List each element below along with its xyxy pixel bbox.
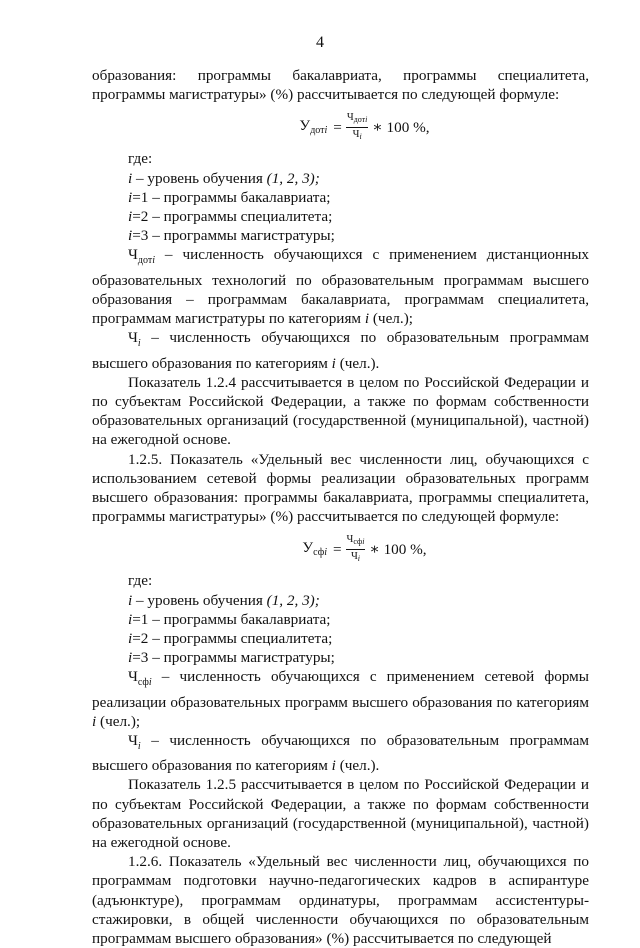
def-i2-2: i=2 – программы специалитета; <box>128 629 333 647</box>
def-ch-total-2: $Ч_i$ – численность обучающихся по образовательным программам высшего образования по категориям i (чел.). <box>92 731 589 775</box>
def-i1-2: i=1 – программы бакалавриата; <box>128 610 331 628</box>
def-ch-total: $Ч_i$ – численность обучающихся по образовательным программам высшего образования по категориям i (чел.). <box>92 329 589 372</box>
page-number: 4 <box>316 34 324 51</box>
formula-sf <box>92 534 589 565</box>
formula-dot-denominator: $Ч_i$ <box>352 129 362 142</box>
formula-sf-equals: = <box>332 541 342 559</box>
formula-sf-numerator: $Ч_{сфi}$ <box>346 534 366 550</box>
where-label: где: <box>128 150 153 168</box>
formula-sf-fraction <box>346 534 366 565</box>
paragraph-125-intro: 1.2.5. Показатель «Удельный вес численности лиц, обучающихся с использованием сетевой формы реализации образовательных программ высшего образования: программы бакалавриата, программы специалитета, программы магистратуры» (%) рассчитывается по следующей формуле: <box>92 450 589 526</box>
where-label-2: где: <box>128 572 153 590</box>
def-level-2: i – уровень обучения (1, 2, 3); <box>128 591 320 609</box>
paragraph-126-intro: 1.2.6. Показатель «Удельный вес численности лиц, обучающихся по программам подготовки научно-педагогических кадров в аспирантуре (адъюнктуре), программам ординатуры, программам ассистентуры-стажировки, в общей численности обучающихся по образовательным программам высшего образования» (%) рассчитывается по следующей <box>92 853 589 948</box>
def-ch-dot: $Ч_{дотi}$ – численность обучающихся с применением дистанционных образовательных технологий по образовательным программам высшего образования – программам бакалавриата, программам специалитета, программам магистратуры по категориям i (чел.); <box>92 246 589 328</box>
formula-dot-equals: = <box>333 119 342 137</box>
def-i3: i=3 – программы магистратуры; <box>128 227 335 245</box>
formula-sf-denominator: $Ч_i$ <box>350 551 361 564</box>
paragraph-125: Показатель 1.2.5 рассчитывается в целом по Российской Федерации и по субъектам Российской Федерации, а также по формам собственности образовательных организаций (государственной (муниципальной), частной) на ежегодной основе. <box>92 776 589 852</box>
formula-dot-lhs: $У_{дотi}$ <box>299 116 328 136</box>
def-ch-sf: $Ч_{сфi}$ – численность обучающихся с применением сетевой формы реализации образовательных программ высшего образования по категориям i (чел.); <box>92 668 589 730</box>
formula-sf-lhs: $У_{сфi}$ <box>302 538 327 558</box>
formula-dot-fraction <box>346 112 369 143</box>
formula-sf-multiplier: ∗ 100 %, <box>369 541 427 559</box>
def-i3-2: i=3 – программы магистратуры; <box>128 649 335 667</box>
formula-dot-multiplier: ∗ 100 %, <box>372 119 430 137</box>
paragraph-124: Показатель 1.2.4 рассчитывается в целом по Российской Федерации и по субъектам Российской Федерации, а также по формам собственности образовательных организаций (государственной (муниципальной), частной) на ежегодной основе. <box>92 373 589 449</box>
def-i1: i=1 – программы бакалавриата; <box>128 188 331 206</box>
def-i2: i=2 – программы специалитета; <box>128 208 333 226</box>
paragraph-intro: образования: программы бакалавриата, программы специалитета, программы магистратуры» (%) рассчитывается по следующей формуле: <box>92 67 589 104</box>
formula-dot-numerator: $Ч_{дотi}$ <box>346 112 369 128</box>
def-level: i – уровень обучения (1, 2, 3); <box>128 169 320 187</box>
document-body <box>92 66 589 948</box>
formula-dot <box>92 112 589 143</box>
